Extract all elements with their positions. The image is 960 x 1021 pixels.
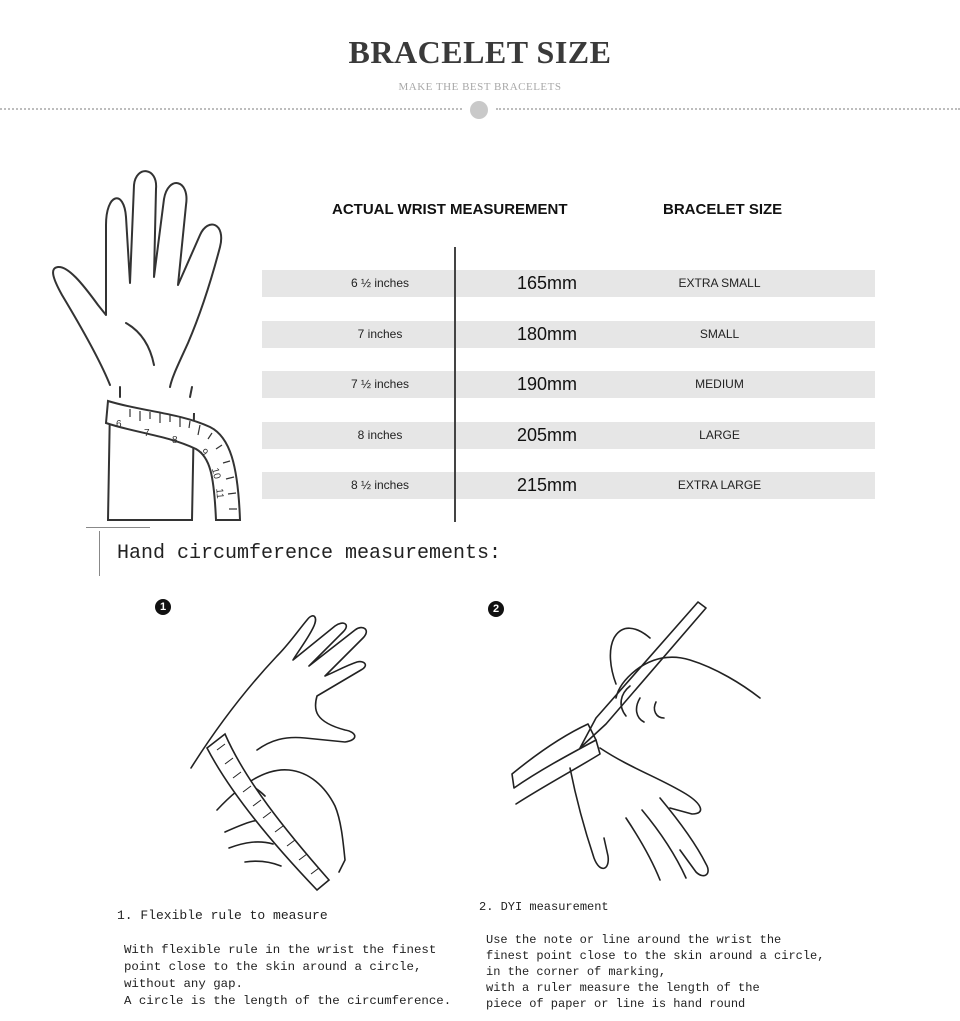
section-corner-line xyxy=(99,531,100,576)
step-1-line: without any gap. xyxy=(124,977,243,991)
step-2-line: finest point close to the skin around a circle, xyxy=(486,949,825,963)
step-2-badge: 2 xyxy=(488,601,504,617)
row-mm: 165mm xyxy=(516,273,578,293)
page-subtitle: MAKE THE BEST BRACELETS xyxy=(398,81,562,93)
row-mm: 190mm xyxy=(516,374,578,394)
col-head-size: BRACELET SIZE xyxy=(663,201,783,218)
hand-tape-illustration xyxy=(40,165,260,525)
row-size: EXTRA SMALL xyxy=(678,276,761,290)
step-2-line: with a ruler measure the length of the xyxy=(486,981,760,995)
step-1-badge: 1 xyxy=(155,599,171,615)
flexible-rule-illustration xyxy=(185,610,385,895)
row-mm: 180mm xyxy=(516,324,578,344)
tape-mark-11: 11 xyxy=(213,487,226,500)
table-row xyxy=(262,270,875,297)
step-2-line: in the corner of marking, xyxy=(486,965,667,979)
tape-mark-8: 8 xyxy=(172,435,178,446)
header-divider-left xyxy=(0,108,462,110)
row-size: LARGE xyxy=(699,428,740,442)
row-size: SMALL xyxy=(699,327,740,341)
step-1-title: 1. Flexible rule to measure xyxy=(117,908,328,923)
step-2-title: 2. DYI measurement xyxy=(479,900,609,914)
step-2-line: piece of paper or line is hand round xyxy=(486,997,746,1011)
divider-dot xyxy=(470,101,488,119)
row-size: MEDIUM xyxy=(695,377,744,391)
tape-mark-7: 7 xyxy=(144,428,150,439)
row-inches: 7 ½ inches xyxy=(350,377,410,391)
section-heading: Hand circumference measurements: xyxy=(117,542,502,565)
page-title: BRACELET SIZE xyxy=(348,34,612,70)
row-mm: 205mm xyxy=(516,425,578,445)
section-corner-line xyxy=(86,527,150,528)
step-2-line: Use the note or line around the wrist the xyxy=(486,933,782,947)
row-inches: 8 inches xyxy=(357,428,403,442)
tape-mark-6: 6 xyxy=(116,419,122,430)
row-mm: 215mm xyxy=(516,475,578,495)
step-1-line: With flexible rule in the wrist the finest xyxy=(124,943,437,957)
step-1-line: point close to the skin around a circle, xyxy=(124,960,422,974)
step-1-line: A circle is the length of the circumference. xyxy=(124,994,452,1008)
header-divider-right xyxy=(496,108,960,110)
col-head-wrist: ACTUAL WRIST MEASUREMENT xyxy=(332,201,568,218)
table-row xyxy=(262,422,875,449)
row-size: EXTRA LARGE xyxy=(677,478,762,492)
row-inches: 7 inches xyxy=(357,327,403,341)
dyi-measurement-illustration xyxy=(510,598,775,888)
table-row xyxy=(262,321,875,348)
table-row xyxy=(262,472,875,499)
table-row xyxy=(262,371,875,398)
row-inches: 8 ½ inches xyxy=(350,478,410,492)
tape-mark-9: 9 xyxy=(197,446,210,459)
table-column-divider xyxy=(454,247,456,522)
row-inches: 6 ½ inches xyxy=(350,276,410,290)
tape-mark-10: 10 xyxy=(208,466,223,481)
